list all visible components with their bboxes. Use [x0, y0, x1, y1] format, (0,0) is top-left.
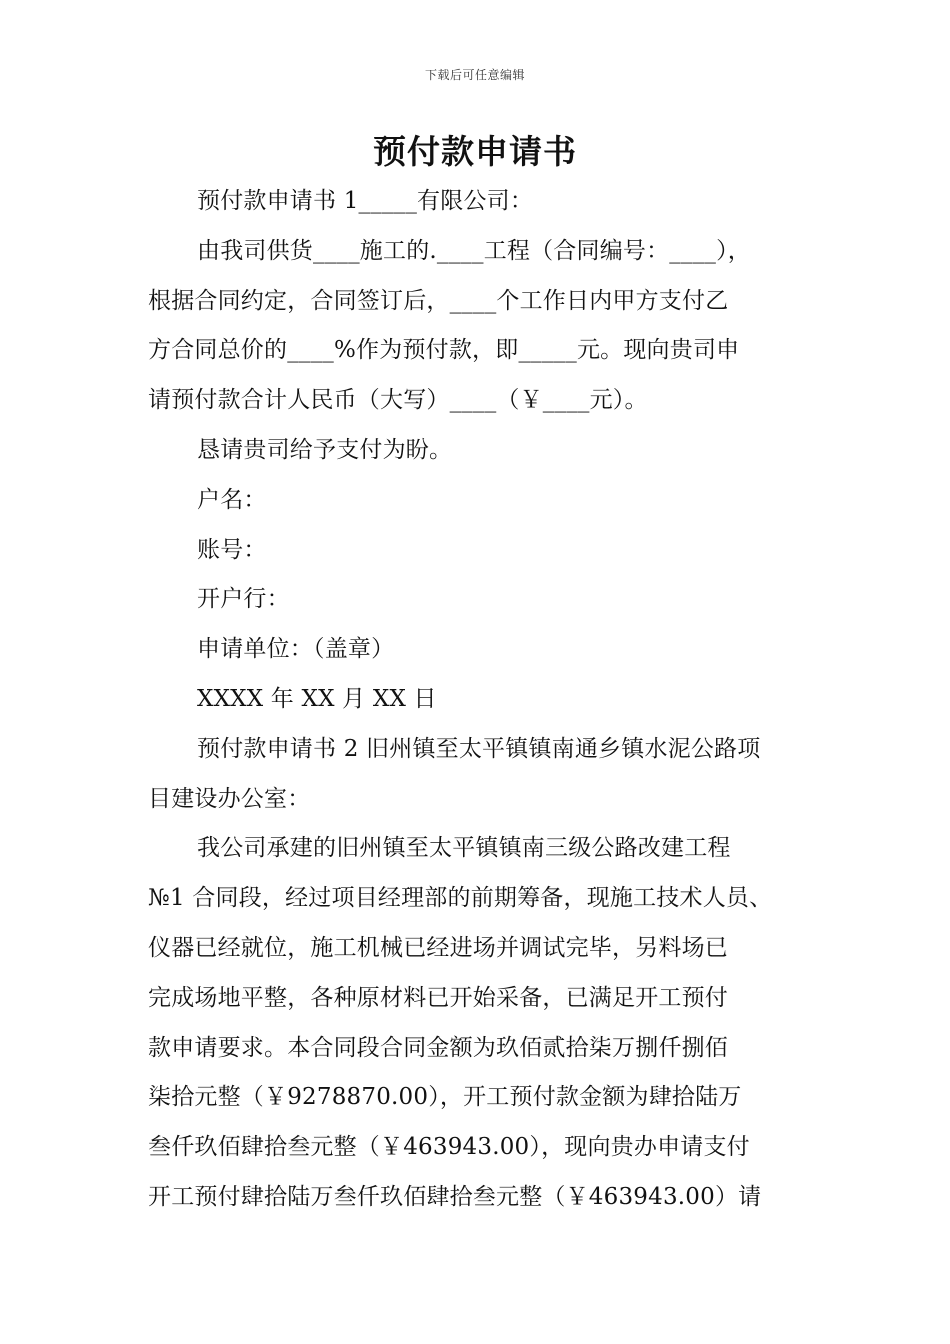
paragraph-line: 预付款申请书 1_____有限公司：	[197, 188, 534, 214]
paragraph-line: 根据合同约定，合同签订后，____个工作日内甲方支付乙	[148, 287, 729, 314]
paragraph-line: 预付款申请书 2 旧州镇至太平镇镇南通乡镇水泥公路项	[197, 735, 761, 762]
account-name-label: 户名：	[197, 486, 267, 513]
paragraph-line: 请预付款合计人民币（大写）____（￥____元）。	[148, 387, 648, 414]
paragraph-line: 叁仟玖佰肆拾叁元整（￥463943.00），现向贵办申请支付	[148, 1134, 750, 1161]
paragraph-line: №1 合同段，经过项目经理部的前期筹备，现施工技术人员、	[148, 885, 773, 912]
paragraph-line: 我公司承建的旧州镇至太平镇镇南三级公路改建工程	[197, 835, 731, 862]
document-body	[148, 177, 808, 1223]
paragraph-line: 完成场地平整，各种原材料已开始采备，已满足开工预付	[148, 984, 728, 1011]
paragraph-line: 目建设办公室：	[148, 785, 311, 812]
account-number-label: 账号：	[197, 536, 267, 563]
paragraph-line: 柒拾元整（￥9278870.00），开工预付款金额为肆拾陆万	[148, 1084, 742, 1111]
date-line: XXXX 年 XX 月 XX 日	[197, 685, 437, 712]
paragraph-line: 方合同总价的____%作为预付款，即_____元。现向贵司申	[148, 337, 740, 364]
paragraph-line: 仪器已经就位，施工机械已经进场并调试完毕，另料场已	[148, 934, 728, 961]
paragraph-line: 恳请贵司给予支付为盼。	[197, 436, 453, 463]
header-watermark: 下载后可任意编辑	[424, 68, 525, 82]
paragraph-line: 款申请要求。本合同段合同金额为玖佰贰拾柒万捌仟捌佰	[148, 1034, 728, 1061]
paragraph-line: 开工预付肆拾陆万叁仟玖佰肆拾叁元整（￥463943.00）请	[148, 1183, 762, 1210]
bank-label: 开户行：	[197, 586, 290, 613]
document-title: 预付款申请书	[373, 132, 577, 171]
applicant-label: 申请单位：（盖章）	[197, 636, 395, 663]
paragraph-line: 由我司供货____施工的.____工程（合同编号：____），	[197, 237, 752, 264]
